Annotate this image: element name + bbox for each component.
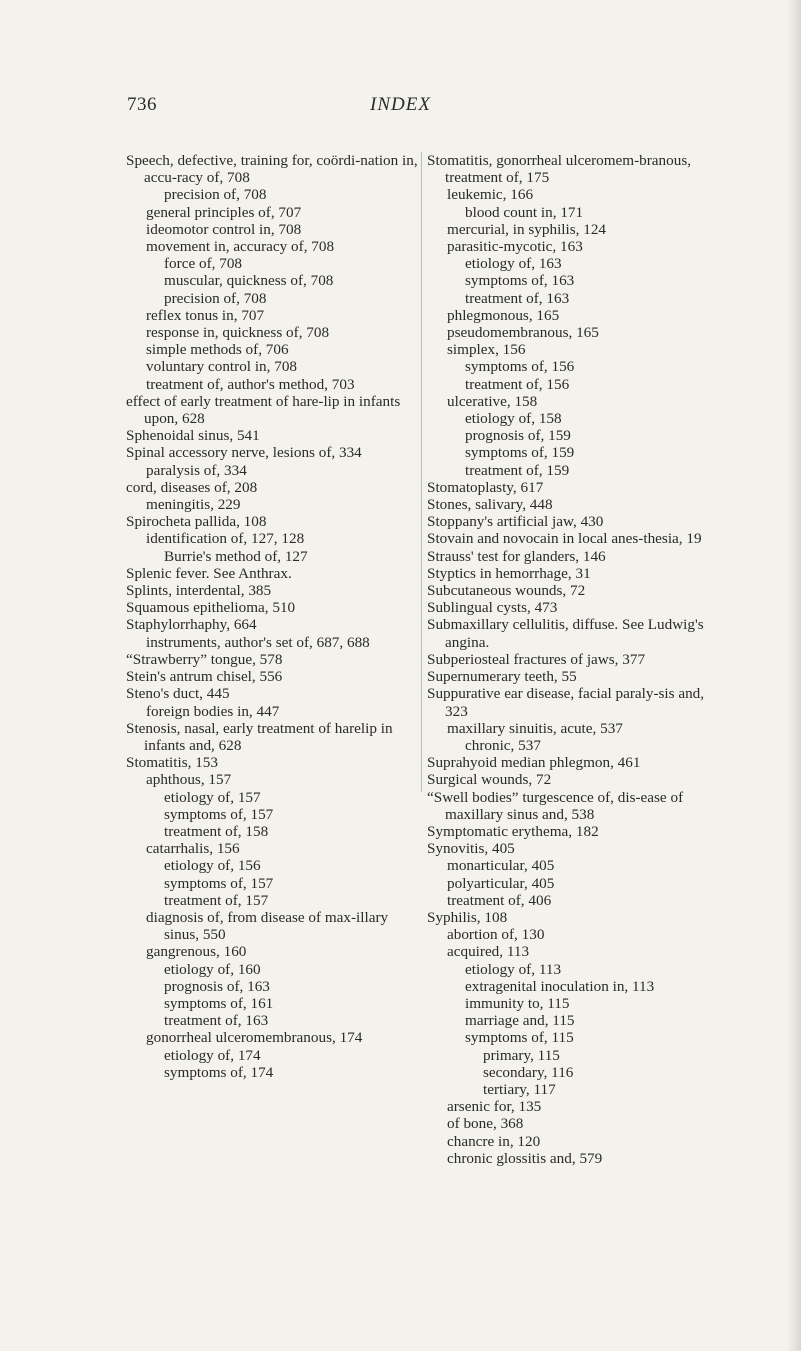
index-entry: force of, 708: [164, 255, 243, 273]
index-entry: pseudomembranous, 165: [447, 324, 599, 342]
index-entry: Subcutaneous wounds, 72: [427, 582, 586, 600]
page-title: INDEX: [370, 94, 431, 115]
index-entry: ideomotor control in, 708: [146, 220, 302, 238]
index-entry: monarticular, 405: [447, 857, 555, 875]
index-entry: treatment of, 156: [465, 375, 570, 393]
index-entry: treatment of, 159: [465, 461, 570, 479]
index-entry: symptoms of, 174: [164, 1063, 274, 1081]
index-entry: immunity to, 115: [465, 994, 570, 1012]
index-column-right: [427, 152, 727, 1167]
index-entry: meningitis, 229: [146, 496, 241, 514]
index-entry: muscular, quickness of, 708: [164, 272, 334, 290]
index-entry: treatment of, 163: [164, 1012, 269, 1030]
index-entry: aphthous, 157: [146, 771, 232, 789]
index-entry: ulcerative, 158: [447, 392, 538, 410]
index-entry: chronic glossitis and, 579: [447, 1149, 603, 1167]
index-entry: voluntary control in, 708: [146, 358, 298, 376]
index-column-left: [126, 152, 419, 1081]
index-entry: gonorrheal ulceromembranous, 174: [146, 1029, 363, 1047]
index-entry: movement in, accuracy of, 708: [146, 238, 335, 256]
page-edge-shadow: [787, 0, 801, 1351]
index-entry: Strauss' test for glanders, 146: [427, 547, 606, 565]
index-entry: symptoms of, 159: [465, 444, 575, 462]
index-entry: Stoppany's artificial jaw, 430: [427, 513, 604, 531]
index-entry: secondary, 116: [483, 1063, 574, 1081]
index-entry: effect of early treatment of hare-lip in infants upon, 628: [126, 392, 401, 428]
index-entry: acquired, 113: [447, 943, 530, 961]
index-entry: extragenital inoculation in, 113: [465, 977, 655, 995]
index-entry: symptoms of, 163: [465, 272, 575, 290]
index-entry: Stomatitis, 153: [126, 754, 218, 772]
index-entry: leukemic, 166: [447, 186, 534, 204]
index-entry: Spirocheta pallida, 108: [126, 513, 267, 531]
index-entry: symptoms of, 156: [465, 358, 575, 376]
index-entry: etiology of, 160: [164, 960, 261, 978]
index-entry: catarrhalis, 156: [146, 840, 240, 858]
index-entry: treatment of, 158: [164, 822, 269, 840]
index-entry: etiology of, 157: [164, 788, 261, 806]
index-entry: Splenic fever. See Anthrax.: [126, 564, 292, 582]
index-entry: polyarticular, 405: [447, 874, 555, 892]
index-entry: tertiary, 117: [483, 1080, 556, 1098]
index-entry: response in, quickness of, 708: [146, 324, 330, 342]
index-entry: Surgical wounds, 72: [427, 771, 552, 789]
index-entry: etiology of, 163: [465, 255, 562, 273]
column-divider: [421, 152, 422, 792]
index-entry: chronic, 537: [465, 736, 541, 754]
index-entry: etiology of, 174: [164, 1046, 261, 1064]
index-entry: simple methods of, 706: [146, 341, 289, 359]
index-entry: cord, diseases of, 208: [126, 478, 258, 496]
index-entry: Speech, defective, training for, coördi-nation in, accu-racy of, 708: [126, 152, 418, 187]
index-entry: of bone, 368: [447, 1115, 524, 1133]
index-entry: symptoms of, 157: [164, 805, 274, 823]
index-entry: Stomatitis, gonorrheal ulceromem-branous, treatment of, 175: [427, 152, 692, 187]
index-entry: Styptics in hemorrhage, 31: [427, 564, 591, 582]
index-entry: mercurial, in syphilis, 124: [447, 220, 607, 238]
index-entry: treatment of, 157: [164, 891, 269, 909]
index-entry: Stenosis, nasal, early treatment of harelip in infants and, 628: [126, 719, 393, 754]
index-entry: Suprahyoid median phlegmon, 461: [427, 754, 641, 772]
index-entry: Symptomatic erythema, 182: [427, 822, 599, 840]
index-entry: parasitic-mycotic, 163: [447, 238, 583, 256]
index-entry: foreign bodies in, 447: [146, 702, 280, 720]
index-entry: Submaxillary cellulitis, diffuse. See Ludwig's angina.: [427, 616, 704, 651]
page-header: [0, 94, 801, 124]
index-entry: Burrie's method of, 127: [164, 547, 308, 565]
index-entry: phlegmonous, 165: [447, 306, 560, 324]
index-entry: maxillary sinuitis, acute, 537: [447, 719, 623, 737]
index-entry: Sublingual cysts, 473: [427, 599, 558, 617]
index-entry: prognosis of, 163: [164, 977, 270, 995]
index-entry: Splints, interdental, 385: [126, 582, 272, 600]
index-entry: etiology of, 158: [465, 410, 562, 428]
index-entry: Subperiosteal fractures of jaws, 377: [427, 650, 646, 668]
index-entry: Steno's duct, 445: [126, 685, 230, 703]
index-entry: chancre in, 120: [447, 1132, 541, 1150]
index-entry: Stomatoplasty, 617: [427, 478, 544, 496]
index-entry: abortion of, 130: [447, 926, 545, 944]
index-entry: symptoms of, 115: [465, 1029, 574, 1047]
index-entry: treatment of, 163: [465, 289, 570, 307]
index-entry: instruments, author's set of, 687, 688: [146, 633, 370, 651]
index-entry: treatment of, 406: [447, 891, 552, 909]
index-entry: simplex, 156: [447, 341, 526, 359]
index-entry: Spinal accessory nerve, lesions of, 334: [126, 444, 362, 462]
index-entry: Synovitis, 405: [427, 840, 515, 858]
index-entry: Supernumerary teeth, 55: [427, 668, 577, 686]
index-entry: diagnosis of, from disease of max-illary sinus, 550: [146, 908, 389, 944]
index-entry: “Strawberry” tongue, 578: [126, 650, 283, 668]
page-number: 736: [127, 94, 157, 115]
index-entry: Stovain and novocain in local anes-thesia, 19: [427, 530, 702, 548]
index-entry: arsenic for, 135: [447, 1098, 542, 1116]
index-entry: Sphenoidal sinus, 541: [126, 427, 260, 445]
index-entry: treatment of, author's method, 703: [146, 375, 355, 393]
index-entry: symptoms of, 157: [164, 874, 274, 892]
index-entry: “Swell bodies” turgescence of, dis-ease of maxillary sinus and, 538: [427, 788, 684, 823]
index-entry: prognosis of, 159: [465, 427, 571, 445]
index-entry: primary, 115: [483, 1046, 560, 1064]
index-entry: Stein's antrum chisel, 556: [126, 668, 283, 686]
index-entry: Squamous epithelioma, 510: [126, 599, 296, 617]
index-entry: reflex tonus in, 707: [146, 306, 265, 324]
index-entry: blood count in, 171: [465, 203, 584, 221]
index-entry: gangrenous, 160: [146, 943, 247, 961]
index-entry: paralysis of, 334: [146, 461, 247, 479]
index-entry: etiology of, 156: [164, 857, 261, 875]
index-entry: marriage and, 115: [465, 1012, 575, 1030]
index-entry: Syphilis, 108: [427, 908, 508, 926]
index-entry: Suppurative ear disease, facial paraly-sis and, 323: [427, 685, 705, 720]
index-entry: etiology of, 113: [465, 960, 562, 978]
index-entry: precision of, 708: [164, 186, 267, 204]
index-entry: Staphylorrhaphy, 664: [126, 616, 257, 634]
index-entry: general principles of, 707: [146, 203, 302, 221]
index-entry: identification of, 127, 128: [146, 530, 305, 548]
index-entry: Stones, salivary, 448: [427, 496, 553, 514]
index-entry: symptoms of, 161: [164, 994, 274, 1012]
index-entry: precision of, 708: [164, 289, 267, 307]
